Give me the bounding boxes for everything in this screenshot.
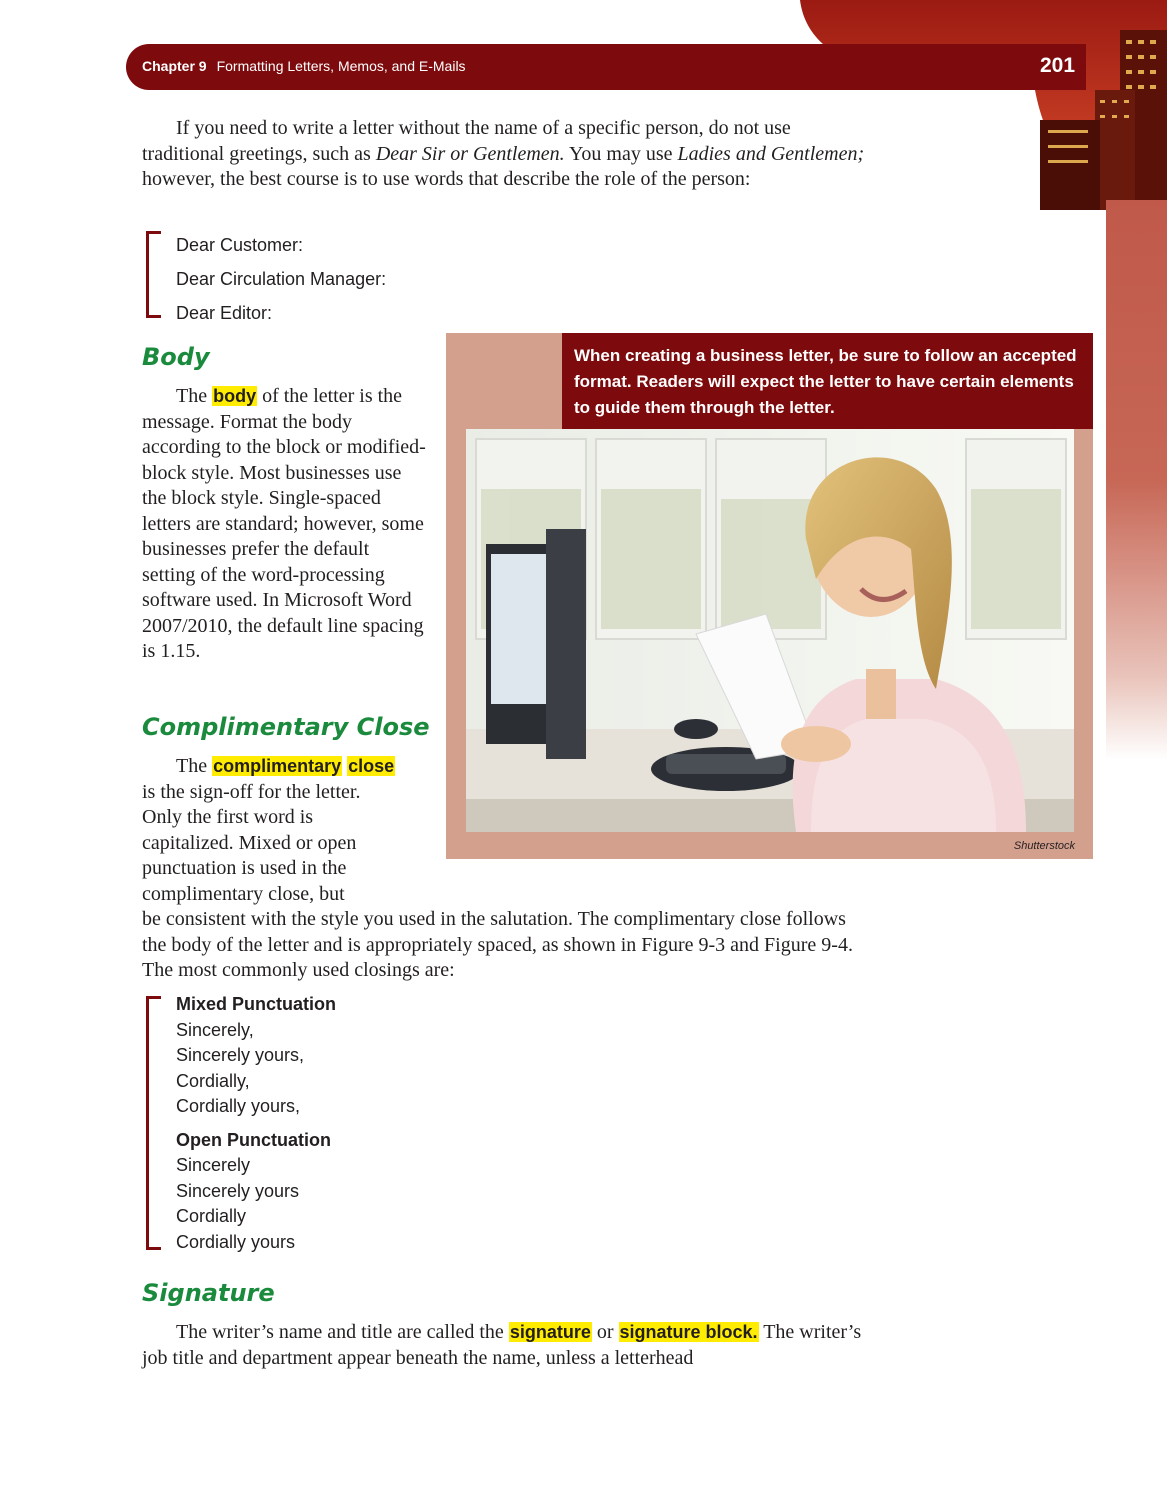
salutation-item: Dear Customer: — [176, 235, 304, 255]
close-text: The — [176, 755, 213, 777]
body-heading: Body — [142, 343, 210, 371]
mixed-punctuation-heading: Mixed Punctuation — [176, 994, 337, 1014]
chapter-label: Chapter 9 — [142, 58, 207, 74]
signature-text: The writer’s name and title are called the — [176, 1321, 509, 1343]
intro-paragraph — [142, 116, 872, 193]
intro-text: If you need to write a letter without the name of a specific person, do not use traditional greetings, such as — [142, 117, 791, 165]
closing-item: Cordially yours, — [176, 1096, 301, 1116]
closing-item: Sincerely — [176, 1155, 251, 1175]
open-punctuation-heading: Open Punctuation — [176, 1129, 331, 1150]
chapter-title: Formatting Letters, Memos, and E-Mails — [216, 58, 466, 74]
signature-paragraph — [142, 1320, 872, 1371]
intro-text: You may use — [564, 142, 678, 165]
closing-item: Sincerely, — [176, 1019, 254, 1040]
chapter-header — [142, 58, 466, 74]
key-term-signature-block: signature block. — [619, 1322, 758, 1342]
complimentary-close-heading: Complimentary Close — [142, 713, 430, 741]
salutation-examples — [176, 228, 386, 330]
key-term-body: body — [213, 386, 257, 406]
figure-credit: Shutterstock — [1013, 840, 1075, 852]
salutation-item: Dear Editor: — [176, 303, 273, 323]
close-paragraph-continuation: be consistent with the style you used in the salutation. The complimentary close follows the body of the letter and is appropriately spaced, as shown in Figure 9-3 and Figure 9-4. The most commonly used closings are: — [142, 908, 853, 981]
key-term-signature: signature — [509, 1322, 591, 1342]
figure-caption: When creating a business letter, be sure to follow an accepted format. Readers will expect the letter to have certain elements to guide them through the letter. — [562, 333, 1093, 429]
closing-item: Sincerely yours — [176, 1180, 300, 1201]
body-text: of the letter is the message. Format the body according to the block or modified-block style. Most businesses use the block style. Single-spaced letters are standard; however, some businesses prefer the default setting of the word-processing software used. In Microsoft Word 2007/2010, the default line spacing is 1.15. — [142, 385, 426, 662]
closing-item: Cordially, — [176, 1070, 250, 1091]
body-text: The — [176, 385, 213, 407]
figure-photo-woman-reading-letter — [466, 429, 1074, 832]
intro-italic-example: Dear Sir or Gentlemen. — [375, 142, 565, 165]
intro-text: however, the best course is to use words that describe the role of the person: — [142, 168, 751, 190]
example-bracket — [146, 231, 161, 318]
intro-italic-example: Ladies and Gentlemen; — [677, 142, 865, 165]
key-term-close: close — [348, 756, 395, 776]
page-number: 201 — [1040, 54, 1076, 77]
closing-item: Sincerely yours, — [176, 1045, 305, 1065]
body-paragraph — [142, 384, 427, 665]
salutation-item: Dear Circulation Manager: — [176, 269, 387, 289]
close-paragraph — [142, 754, 404, 907]
closings-list — [176, 992, 336, 1255]
signature-text: or — [591, 1321, 619, 1343]
signature-text: The writer’s job title and department appear beneath the name, unless a letterhead — [142, 1321, 862, 1369]
closing-item: Cordially yours — [176, 1231, 296, 1252]
close-text: is the sign-off for the letter. Only the first word is capitalized. Mixed or open punctuation is used in the complimentary close, but — [142, 780, 361, 905]
closings-bracket — [146, 996, 161, 1250]
closing-item: Cordially — [176, 1206, 247, 1226]
key-term-complimentary: complimentary — [213, 756, 342, 776]
signature-heading: Signature — [142, 1279, 275, 1307]
page-edge-strip — [1106, 200, 1167, 760]
